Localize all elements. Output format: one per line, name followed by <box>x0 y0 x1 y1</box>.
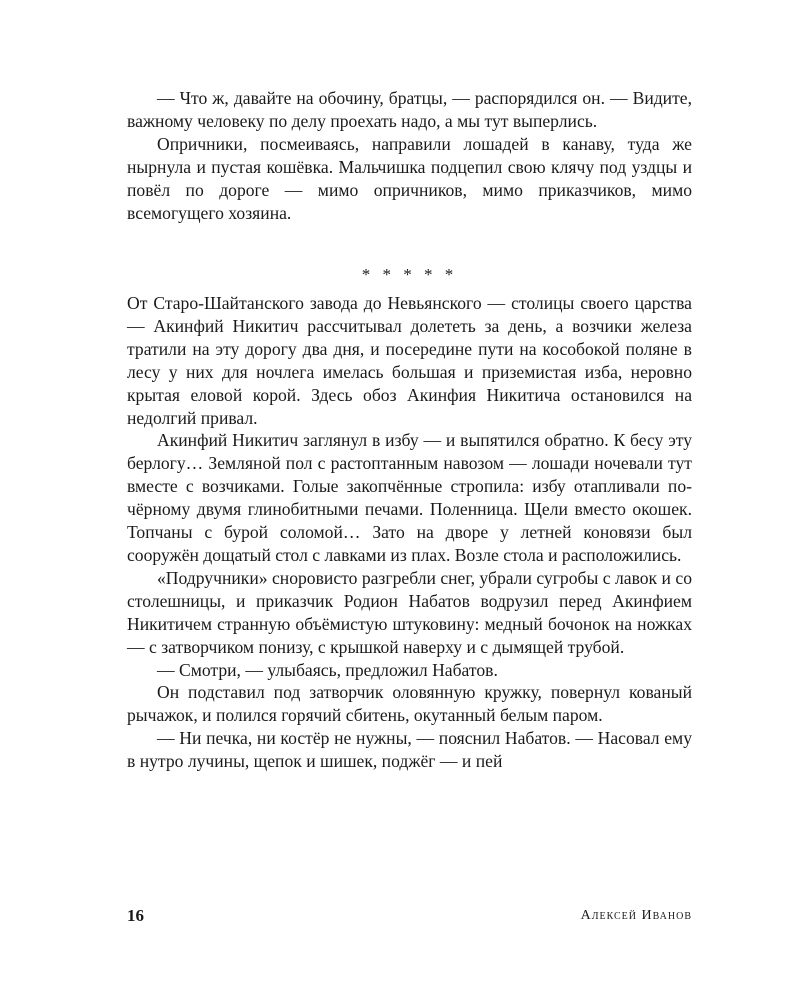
page-number: 16 <box>127 906 144 925</box>
paragraph: — Что ж, давайте на обочину, братцы, — распорядился он. — Видите, важному человеку по делу проехать надо, а мы тут выперлись. <box>127 88 692 131</box>
text-block-bottom <box>127 292 692 773</box>
paragraph: — Смотри, — улыбаясь, предложил Набатов. <box>157 659 498 680</box>
paragraph: От Старо-Шайтанского завода до Невьянского — столицы своего царства — Акинфий Никитич рассчитывал долететь за день, а возчики железа тратили на эту дорогу два дня, и посередине пути на кособокой поляне в лесу у них для ночлега имелась большая и приземистая изба, неровно крытая еловой корой. Здесь обоз Акинфия Никитича остановился на недолгий привал. <box>127 293 692 428</box>
text-block-top <box>127 87 692 224</box>
paragraph: — Ни печка, ни костёр не нужны, — пояснил Набатов. — Насовал ему в нутро лучины, щепок и шишек, поджёг — и пей <box>127 728 692 772</box>
paragraph: Опричники, посмеиваясь, направили лошадей в канаву, туда же нырнула и пустая кошёвка. Мальчишка подцепил свою клячу под уздцы и повёл по дороге — мимо опричников, мимо приказчиков, мимо всемогущего хозяина. <box>127 133 692 223</box>
paragraph: Он подставил под затворчик оловянную кружку, повернул кованый рычажок, и полился горячий сбитень, окутанный белым паром. <box>127 682 692 726</box>
section-break: * * * * * <box>361 265 458 284</box>
paragraph: «Подручники» сноровисто разгребли снег, убрали сугробы с лавок и со столешницы, и приказчик Родион Набатов водрузил перед Акинфием Никитичем странную объёмистую штуковину: медный бочонок на ножках — с затворчиком понизу, с крышкой наверху и с дымящей трубой. <box>127 567 692 657</box>
page-footer <box>127 906 692 930</box>
paragraph: Акинфий Никитич заглянул в избу — и выпятился обратно. К бесу эту берлогу… Земляной пол с растоптанным навозом — лошади ночевали тут вместе с возчиками. Голые закопчённые стропила: избу отапливали по-чёрному двумя глинобитными печами. Поленница. Щели вместо окошек. Топчаны с бурой соломой… Зато на дворе у летней коновязи был сооружён дощатый стол с лавками из плах. Возле стола и расположились. <box>127 430 692 565</box>
running-head-author: Алексей Иванов <box>580 908 692 923</box>
